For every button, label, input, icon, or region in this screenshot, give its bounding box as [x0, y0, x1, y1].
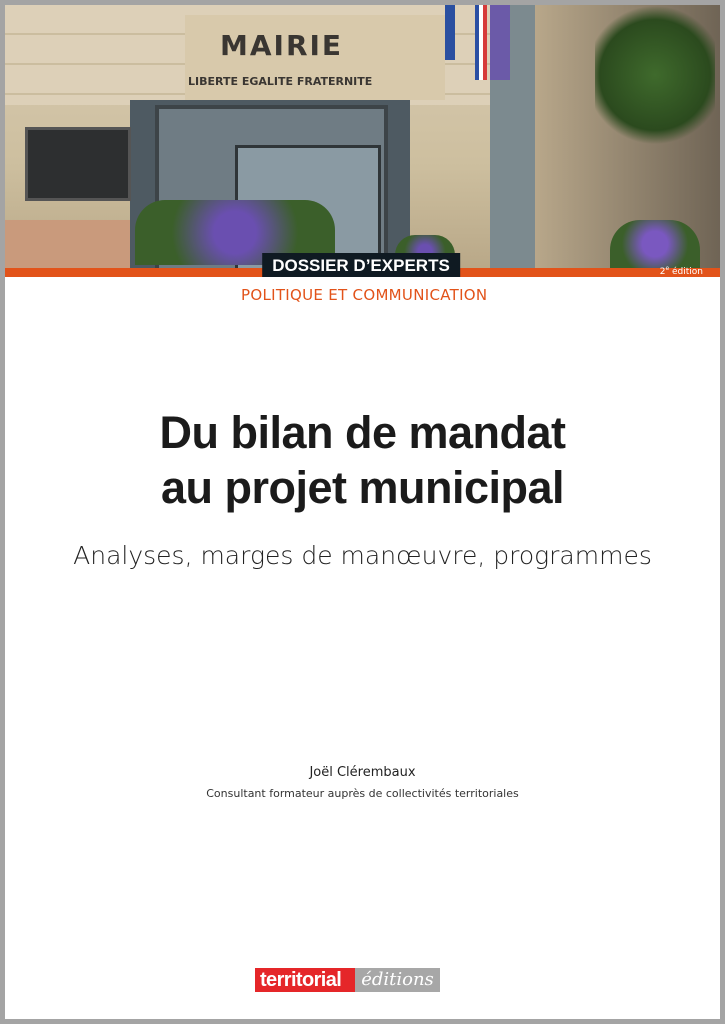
publisher-logo-territorial: territorial	[255, 968, 355, 992]
title-line-1: Du bilan de mandat	[159, 407, 566, 458]
book-title	[5, 405, 720, 515]
publisher-logo	[255, 968, 440, 992]
author-role: Consultant formateur auprès de collectivités territoriales	[206, 787, 519, 800]
cover-photo-town-hall	[5, 5, 720, 268]
title-line-2: au projet municipal	[160, 462, 565, 513]
collection-label: POLITIQUE ET COMMUNICATION	[241, 286, 488, 304]
edition-suffix: e	[665, 265, 670, 272]
edition-text: édition	[669, 267, 703, 277]
publisher-logo-editions: éditions	[355, 968, 440, 992]
sign-motto: LIBERTE EGALITE FRATERNITE	[188, 75, 373, 88]
edition-label	[660, 267, 703, 278]
edition-number: 2	[659, 267, 666, 277]
sign-mairie: MAIRIE	[220, 29, 344, 62]
author-name: Joël Clérembaux	[309, 765, 416, 780]
series-label: DOSSIER D’EXPERTS	[262, 253, 460, 277]
book-subtitle: Analyses, marges de manœuvre, programmes	[73, 541, 652, 570]
book-cover	[5, 5, 720, 1019]
